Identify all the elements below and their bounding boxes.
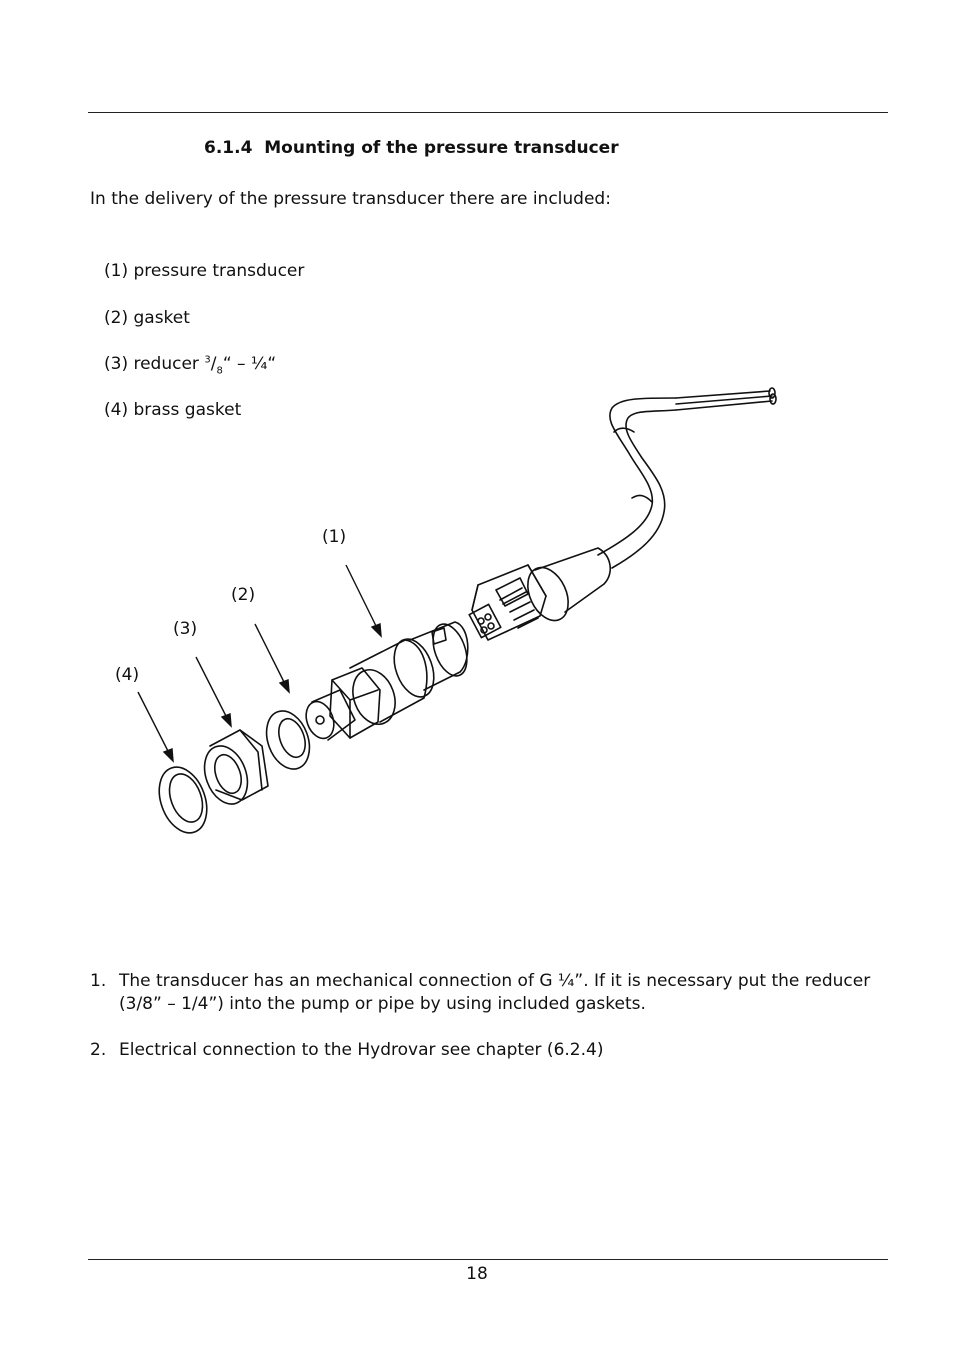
page-number: 18 [466, 1264, 488, 1284]
step-1-text: The transducer has an mechanical connection of G ¼”. If it is necessary put the reducer (3/8” – 1/4”) into the pump or pipe by using included gaskets. [119, 971, 871, 1014]
part-item-3-suffix: “ – ¼“ [222, 354, 277, 374]
gasket-2 [259, 705, 317, 775]
callout-3: (3) [173, 619, 198, 639]
intro-text: In the delivery of the pressure transducer there are included: [90, 189, 611, 209]
cable-wires [676, 391, 772, 410]
callout-4: (4) [115, 665, 140, 685]
arrow-2 [255, 624, 286, 686]
step-2-text: Electrical connection to the Hydrovar see chapter (6.2.4) [119, 1040, 604, 1060]
arrow-4 [138, 692, 170, 755]
cable-sheath [598, 398, 676, 555]
callout-1: (1) [322, 527, 347, 547]
arrow-1 [346, 565, 378, 630]
arrow-3 [196, 657, 228, 720]
section-number: 6.1.4 [204, 138, 253, 158]
step-2-number: 2. [90, 1040, 107, 1060]
step-1-number: 1. [90, 971, 107, 991]
part-item-1: (1) pressure transducer [104, 261, 305, 281]
part-item-2: (2) gasket [104, 308, 190, 328]
strain-relief [535, 548, 610, 612]
part-item-4: (4) brass gasket [104, 400, 242, 420]
fraction-denominator: 8 [216, 365, 223, 377]
part-item-3: (3) reducer $^3/_8“$ – ¼“ [104, 354, 277, 377]
part-item-3-prefix: (3) reducer [104, 354, 205, 374]
callout-2: (2) [231, 585, 256, 605]
section-title: Mounting of the pressure transducer [264, 138, 619, 158]
footer-rule [88, 1259, 888, 1260]
fraction-numerator: 3 [204, 354, 211, 366]
